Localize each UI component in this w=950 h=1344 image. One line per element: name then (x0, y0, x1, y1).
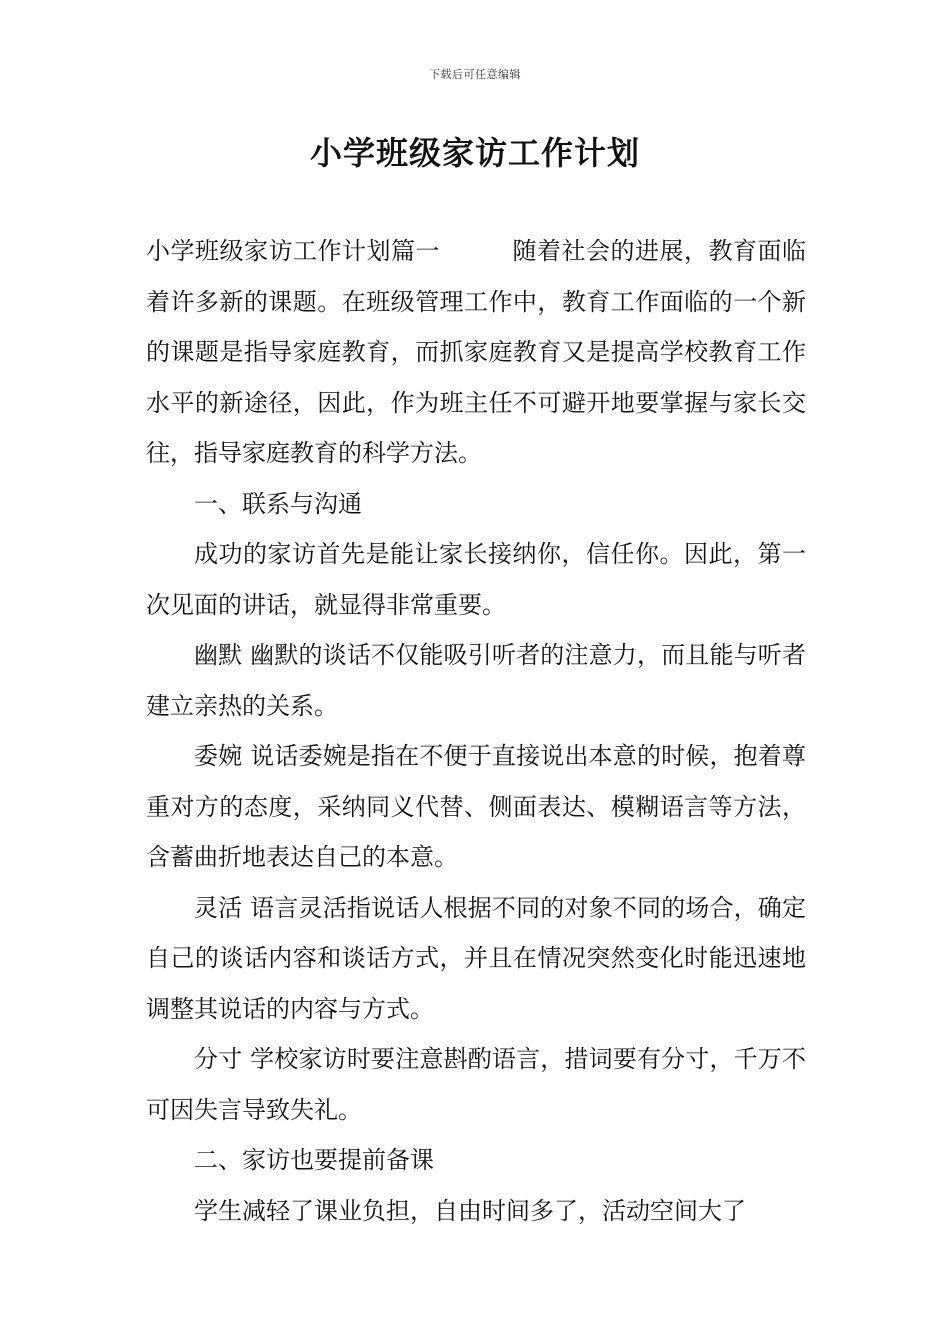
body-paragraph: 灵活 语言灵活指说话人根据不同的对象不同的场合，确定自己的谈话内容和谈话方式，并且在情况突然变化时能迅速地调整其说话的内容与方式。 (146, 893, 806, 1023)
section-heading-2: 二、家访也要提前备课 (194, 1146, 434, 1174)
intro-paragraph (146, 226, 806, 479)
document-body (146, 226, 806, 1236)
body-paragraph: 幽默 幽默的谈话不仅能吸引听者的注意力，而且能与听者建立亲热的关系。 (146, 641, 806, 720)
intro-lead: 小学班级家访工作计划篇一 (146, 237, 440, 265)
intro-text: 随着社会的进展，教育面临着许多新的课题。在班级管理工作中，教育工作面临的一个新的课题是指导家庭教育，而抓家庭教育又是提高学校教育工作水平的新途径，因此，作为班主任不可避开地要掌握与家长交往，指导家庭教育的科学方法。 (146, 237, 806, 467)
document-title: 小学班级家访工作计划 (309, 134, 640, 172)
body-paragraph: 分寸 学校家访时要注意斟酌语言，措词要有分寸，千万不可因失言导致失礼。 (146, 1045, 806, 1124)
body-paragraph: 学生减轻了课业负担，自由时间多了，活动空间大了 (194, 1196, 746, 1225)
body-paragraph: 成功的家访首先是能让家长接纳你，信任你。因此，第一次见面的讲话，就显得非常重要。 (146, 540, 806, 619)
section-heading-1: 一、联系与沟通 (194, 489, 362, 518)
body-paragraph: 委婉 说话委婉是指在不便于直接说出本意的时候，抱着尊重对方的态度，采纳同义代替、侧面表达、模糊语言等方法，含蓄曲折地表达自己的本意。 (146, 742, 806, 871)
header-note: 下载后可任意编辑 (429, 68, 521, 81)
